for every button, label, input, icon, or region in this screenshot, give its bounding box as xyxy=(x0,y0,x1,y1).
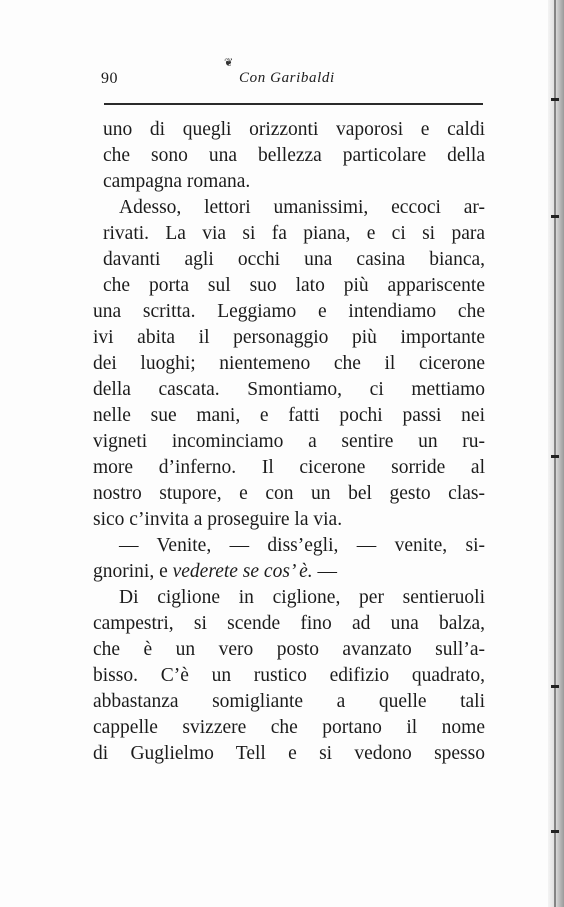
text-line xyxy=(93,325,485,351)
text-line xyxy=(93,637,485,663)
text-line xyxy=(93,221,485,247)
line-text: more d’inferno. Il cicerone sorride al xyxy=(93,457,485,478)
edge-mark xyxy=(551,98,559,101)
text-line xyxy=(93,351,485,377)
line-text: campestri, si scende fino ad una balza, xyxy=(93,613,485,634)
text-line xyxy=(93,741,485,767)
text-line xyxy=(93,481,485,507)
line-text: — Venite, — diss’egli, — venite, si- xyxy=(119,535,485,556)
line-text: nelle sue mani, e fatti pochi passi nei xyxy=(93,405,485,426)
line-text: uno di quegli orizzonti vaporosi e caldi xyxy=(103,119,485,140)
page-binding-edge xyxy=(548,0,564,907)
text-line xyxy=(93,689,485,715)
text-line xyxy=(93,117,485,143)
line-text: campagna romana. xyxy=(103,171,251,192)
text-line xyxy=(93,429,485,455)
text-line xyxy=(93,273,485,299)
text-line xyxy=(93,403,485,429)
edge-mark xyxy=(551,830,559,833)
line-text: dei luoghi; nientemeno che il cicerone xyxy=(93,353,485,374)
ornament-icon: ❦ xyxy=(224,57,234,69)
edge-mark xyxy=(551,215,559,218)
page-number: 90 xyxy=(101,70,118,87)
binding-line xyxy=(554,0,556,907)
line-text: Di ciglione in ciglione, per sentieruoli xyxy=(119,587,485,608)
text-line xyxy=(93,715,485,741)
page-header xyxy=(101,57,483,92)
line-text: Adesso, lettori umanissimi, eccoci ar- xyxy=(119,197,485,218)
edge-mark xyxy=(551,685,559,688)
line-text: che è un vero posto avanzato sull’a- xyxy=(93,639,485,660)
line-text: sico c’invita a proseguire la via. xyxy=(93,509,343,530)
line-text: che porta sul suo lato più appariscente xyxy=(103,275,485,296)
edge-mark xyxy=(551,455,559,458)
line-text: bisso. C’è un rustico edifizio quadrato, xyxy=(93,665,485,686)
line-text: gnorini, e xyxy=(93,561,173,582)
text-line xyxy=(93,611,485,637)
line-text: di Guglielmo Tell e si vedono spesso xyxy=(93,743,485,764)
line-text: abbastanza somigliante a quelle tali xyxy=(93,691,485,712)
text-line xyxy=(93,533,485,559)
text-line xyxy=(93,377,485,403)
text-line xyxy=(93,247,485,273)
line-text: nostro stupore, e con un bel gesto clas- xyxy=(93,483,485,504)
text-line xyxy=(93,299,485,325)
line-text: rivati. La via si fa piana, e ci si para xyxy=(103,223,485,244)
text-line xyxy=(93,169,485,195)
line-text: ivi abita il personaggio più importante xyxy=(93,327,485,348)
text-line xyxy=(93,559,485,585)
text-line xyxy=(93,507,485,533)
text-line xyxy=(93,195,485,221)
body-text xyxy=(93,117,485,767)
line-text-tail: — xyxy=(312,561,338,582)
line-text: cappelle svizzere che portano il nome xyxy=(93,717,485,738)
text-line xyxy=(93,143,485,169)
italic-text: vederete se cos’ è. xyxy=(172,561,313,582)
line-text: che sono una bellezza particolare della xyxy=(103,145,485,166)
line-text: vigneti incominciamo a sentire un ru- xyxy=(93,431,485,452)
text-line xyxy=(93,585,485,611)
line-text: una scritta. Leggiamo e intendiamo che xyxy=(93,301,485,322)
header-rule xyxy=(104,103,483,105)
line-text: davanti agli occhi una casina bianca, xyxy=(103,249,485,270)
running-head: Con Garibaldi xyxy=(239,70,335,86)
line-text: della cascata. Smontiamo, ci mettiamo xyxy=(93,379,485,400)
text-line xyxy=(93,455,485,481)
text-line xyxy=(93,663,485,689)
